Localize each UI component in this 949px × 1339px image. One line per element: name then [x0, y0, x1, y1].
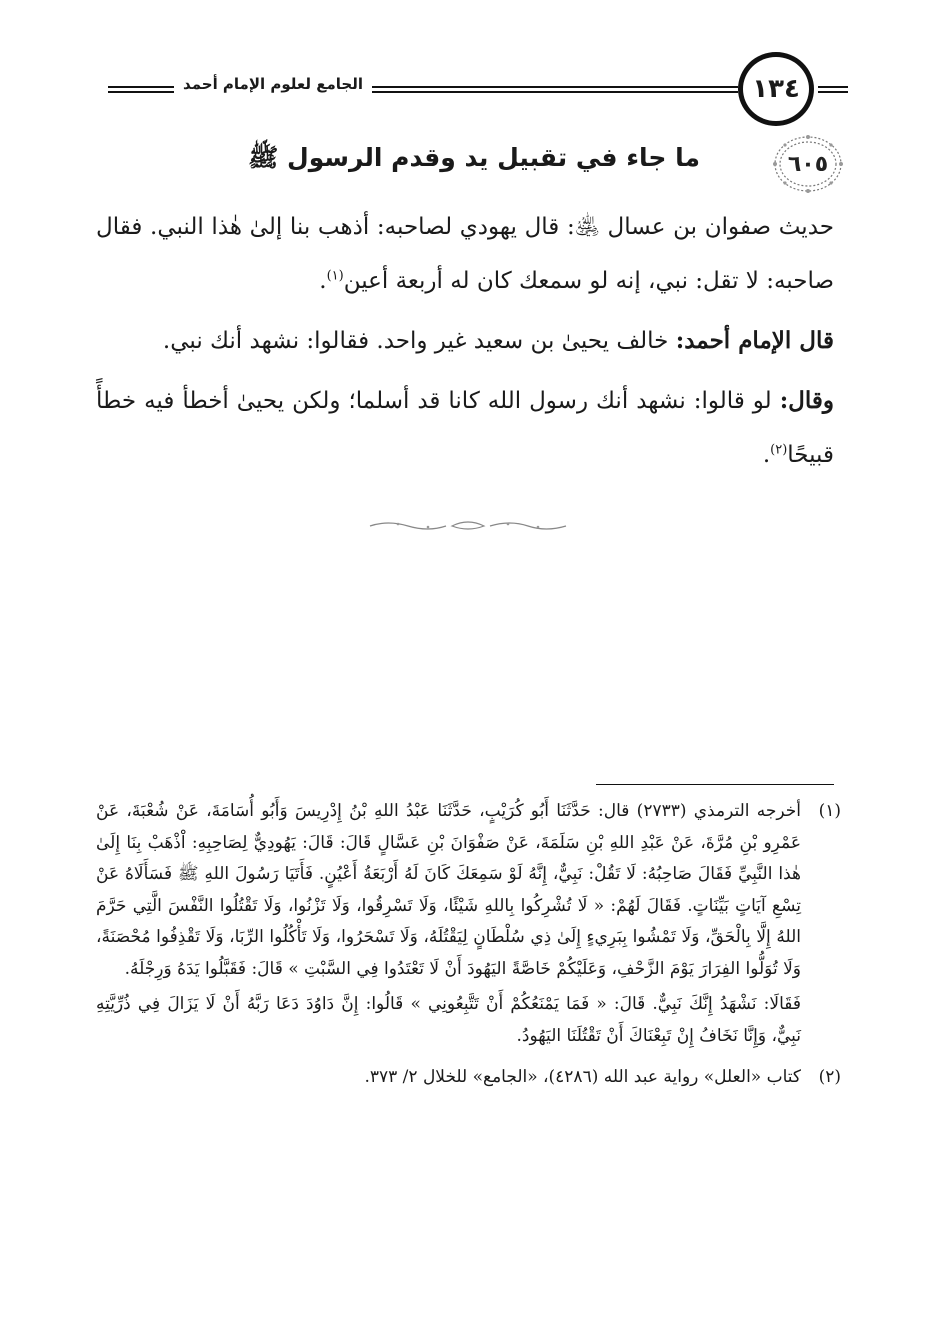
section-number: ٦٠٥ — [787, 151, 829, 177]
page-number: ١٣٤ — [752, 74, 800, 104]
footnote-ref[interactable]: (١) — [326, 268, 344, 284]
footnote-1 — [96, 796, 841, 1056]
footnote-separator — [596, 784, 834, 785]
main-text — [96, 200, 834, 488]
running-title: الجامع لعلوم الإمام أحمد — [183, 75, 363, 93]
speaker-label: وقال: — [779, 387, 834, 414]
section-number-badge — [772, 134, 844, 194]
footnote-ref[interactable]: (٢) — [770, 442, 788, 458]
footnote-number: (١) — [818, 801, 841, 821]
footnote-text: أخرجه الترمذي (٢٧٣٣) قال: حَدَّثَنَا أَبُو كُرَيْبٍ، حَدَّثَنَا عَبْدُ اللهِ بْنُ إِدْرِيسَ وَأَبُو أُسَامَةَ، عَنْ شُعْبَةَ، عَنْ عَمْرِو بْنِ مُرَّةَ، عَنْ عَبْدِ اللهِ بْنِ سَلَمَةَ، عَنْ صَفْوَانَ بْنِ عَسَّالٍ قَالَ: قَالَ: يَهُودِيٌّ لِصَاحِبِهِ: اْذْهَبْ بِنَا إِلَىٰ هٰذا النَّبِيِّ فَقَالَ صَاحِبُهُ: لَا تَقُلْ: نَبِيٌّ، إِنَّهُ لَوْ سَمِعَكَ كَانَ لَهُ أَرْبَعَةُ أَعْيُنٍ. فَأَتَيَا رَسُولَ اللهِ ﷺ فَسَأَلَاهُ عَنْ تِسْعِ آيَاتٍ بَيِّنَاتٍ. فَقَالَ لَهُمْ: « لَا تُشْرِكُوا بِاللهِ شَيْئًا، وَلَا تَسْرِقُوا، وَلَا تَزْنُوا، وَلَا تَقْتُلُوا النَّفْسَ الَّتِي حَرَّمَ اللهُ إِلَّا بِالْحَقِّ، وَلَا تَمْشُوا بِبَرِيءٍ إِلَىٰ ذِي سُلْطَانٍ لِيَقْتُلَهُ، وَلَا تَسْحَرُوا، وَلَا تَأْكُلُوا الرِّبَا، وَلَا تَقْذِفُوا مُحْصَنَةً، وَلَا تُوَلُّوا الفِرَارَ يَوْمَ الزَّحْفِ، وَعَلَيْكُمْ خَاصَّةً اليَهُودَ أَنْ لَا تَعْتَدُوا فِي السَّبْتِ » قَالَ: فَقَبَّلُوا يَدَهُ وَرِجْلَهُ. — [96, 801, 801, 979]
footnote-number: (٢) — [818, 1067, 841, 1087]
header-rule-right — [818, 86, 848, 98]
footnotes — [96, 796, 841, 1104]
paragraph-comment: وقال: لو قالوا: نشهد أنك رسول الله كانا قد أسلما؛ ولكن يحيىٰ أخطأ فيه خطأً قبيحًا$^{(٢)}$. — [96, 387, 834, 468]
footnote-2 — [96, 1062, 841, 1098]
page-number-oval — [738, 52, 814, 126]
speaker-label: قال الإمام أحمد: — [675, 327, 834, 354]
footnote-text: كتاب «العلل» رواية عبد الله (٤٢٨٦)، «الجامع» للخلال ٢/ ٣٧٣. — [364, 1067, 801, 1087]
header-rule-middle — [372, 86, 738, 98]
footnote-text-continued: فَقَالَا: نَشْهَدُ إِنَّكَ نَبِيٌّ. قَالَ: « فَمَا يَمْنَعُكُمْ أَنْ تَتَّبِعُونِي » قَالُوا: إِنَّ دَاوُدَ دَعَا رَبَّهُ أَنْ لَا يَزَالَ فِي ذُرِّيَّتِهِ نَبِيٌّ، وَإِنَّا نَخَافُ إِنْ تَبِعْنَاكَ أَنْ تَقْتُلَنَا اليَهُودُ. — [96, 994, 801, 1046]
header-rule-left — [108, 86, 174, 98]
paragraph-hadith: حديث صفوان بن عسال ﵁: قال يهودي لصاحبه: أذهب بنا إلىٰ هٰذا النبي. فقال صاحبه: لا تقل: نبي، إنه لو سمعك كان له أربعة أعين$^{(١)}$. — [96, 214, 834, 294]
section-title: ما جاء في تقبيل يد وقدم الرسول ﷺ — [248, 143, 700, 172]
paragraph-imam-ahmad: قال الإمام أحمد: خالف يحيىٰ بن سعيد غير واحد. فقالوا: نشهد أنك نبي. — [162, 327, 834, 354]
ornament-divider-icon — [368, 518, 568, 532]
